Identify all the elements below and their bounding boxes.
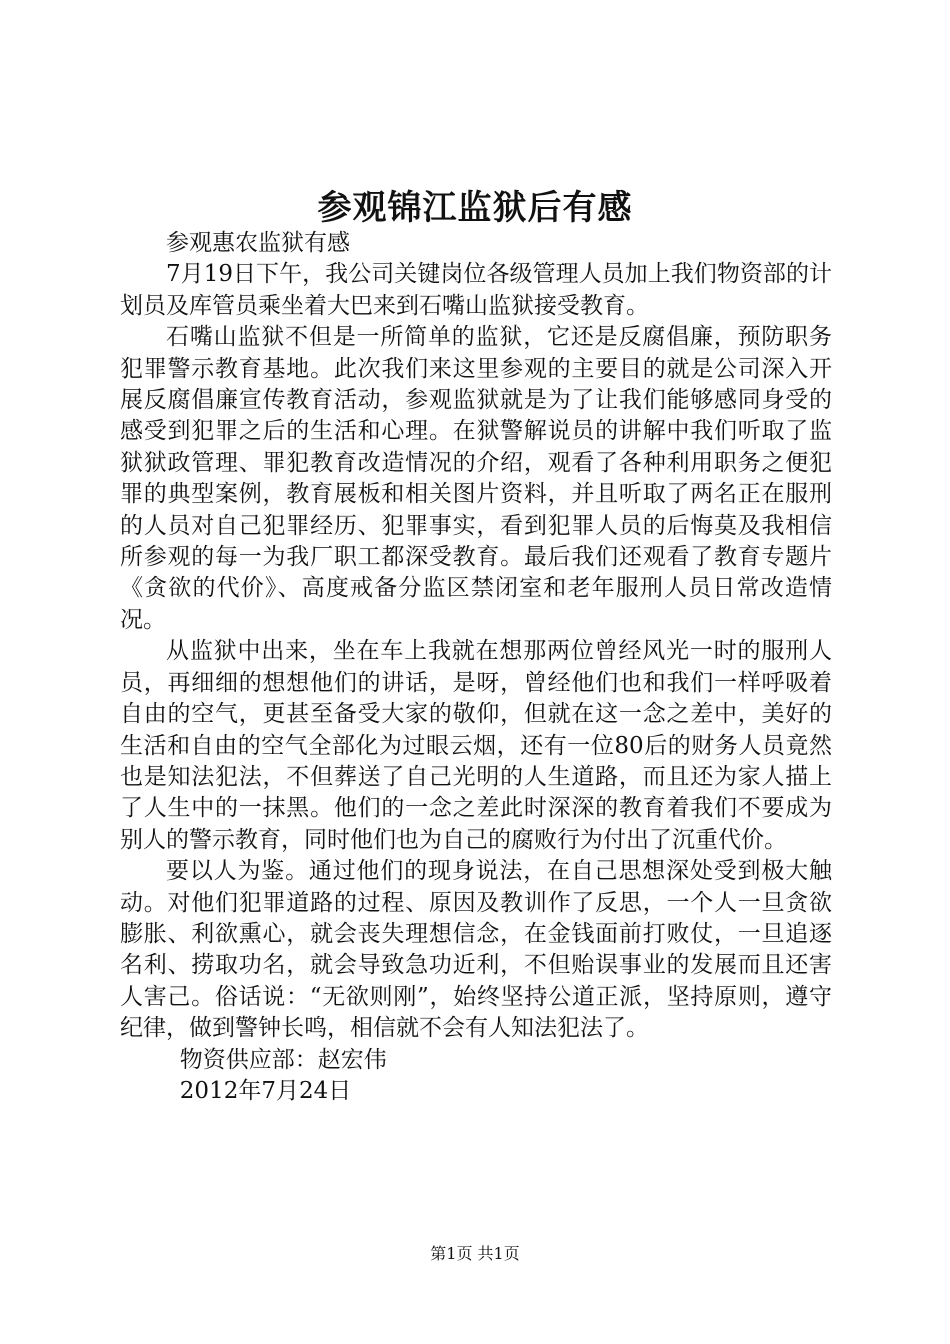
paragraph-4: 要以人为鉴。通过他们的现身说法，在自己思想深处受到极大触动。对他们犯罪道路的过程、原因及教训作了反思，一个人一旦贪欲膨胀、利欲熏心，就会丧失理想信念，在金钱面前打败仗，一旦追逐名利、捞取功名，就会导致急功近利，不但贻误事业的发展而且还害人害己。俗话说：“无欲则刚”，始终坚持公道正派，坚持原则，遵守纪律，做到警钟长鸣，相信就不会有人知法犯法了。 [120, 858, 832, 1042]
document-title: 参观锦江监狱后有感 [317, 188, 633, 228]
paragraph-2: 石嘴山监狱不但是一所简单的监狱，它还是反腐倡廉，预防职务犯罪警示教育基地。此次我们来这里参观的主要目的就是公司深入开展反腐倡廉宣传教育活动，参观监狱就是为了让我们能够感同身受的感受到犯罪之后的生活和心理。在狱警解说员的讲解中我们听取了监狱狱政管理、罪犯教育改造情况的介绍，观看了各种利用职务之便犯罪的典型案例，教育展板和相关图片资料，并且听取了两名正在服刑的人员对自己犯罪经历、犯罪事实，看到犯罪人员的后悔莫及我相信所参观的每一为我厂职工都深受教育。最后我们还观看了教育专题片《贪欲的代价》、高度戒备分监区禁闭室和老年服刑人员日常改造情况。 [120, 324, 832, 633]
page-footer: 第1页 共1页 [430, 1244, 520, 1263]
date-line: 2012年7月24日 [179, 1077, 352, 1104]
paragraph-3: 从监狱中出来，坐在车上我就在想那两位曾经风光一时的服刑人员，再细细的想想他们的讲话，是呀，曾经他们也和我们一样呼吸着自由的空气，更甚至备受大家的敬仰，但就在这一念之差中，美好的生活和自由的空气全部化为过眼云烟，还有一位80后的财务人员竟然也是知法犯法，不但葬送了自己光明的人生道路，而且还为家人描上了人生中的一抹黑。他们的一念之差此时深深的教育着我们不要成为别人的警示教育，同时他们也为自己的腐败行为付出了沉重代价。 [120, 638, 832, 853]
subtitle-line: 参观惠农监狱有感 [166, 230, 350, 256]
paragraph-1: 7月19日下午，我公司关键岗位各级管理人员加上我们物资部的计划员及库管员乘坐着大巴来到石嘴山监狱接受教育。 [120, 261, 832, 319]
document-body [120, 228, 832, 1107]
signature-line: 物资供应部：赵宏伟 [179, 1046, 387, 1073]
